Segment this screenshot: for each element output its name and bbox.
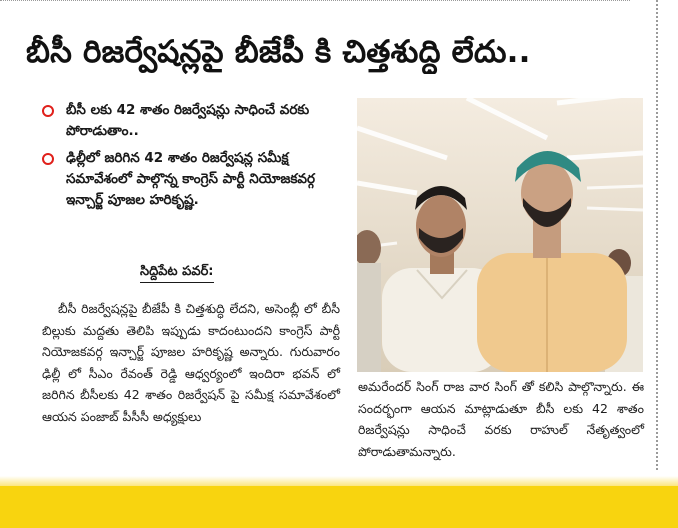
- highlights-list: [42, 100, 342, 217]
- column-divider: [656, 0, 658, 470]
- photo-illustration: [357, 98, 643, 372]
- bullet-ring-icon: [42, 105, 54, 117]
- article-body: [42, 298, 340, 427]
- highlight-text: ఢిల్లీలో జరిగిన 42 శాతం రిజర్వేషన్ల సమీక్ష సమావేశంలో పాల్గొన్న కాంగ్రెస్ పార్టీ నియోజకవర్గ ఇన్చార్జ్ పూజల హరికృష్ణ.: [66, 150, 315, 208]
- bullet-ring-icon: [42, 153, 54, 165]
- photo-caption: [358, 376, 644, 462]
- highlight-item: [42, 100, 342, 142]
- dateline: సిద్దిపేట పవర్:: [140, 263, 214, 283]
- caption-text: అమరేందర్ సింగ్ రాజ వార సింగ్ తో కలిసి పాల్గొన్నారు. ఈ సందర్భంగా ఆయన మాట్లాడుతూ బీసీ లకు 42 శాతం రిజర్వేషన్లు సాధించే వరకు రాహుల్ నేతృత్వంలో పోరాడుతామన్నారు.: [358, 379, 644, 459]
- headline: బీసీ రిజర్వేషన్లపై బీజేపీ కి చిత్తశుద్ధి లేదు..: [26, 34, 531, 70]
- news-photo: [357, 98, 643, 372]
- body-text: బీసీ రిజర్వేషన్లపై బీజేపీ కి చిత్తశుద్ధి లేదని, అసెంబ్లీ లో బీసీ బిల్లుకు మద్దతు తెలిపి ఇప్పుడు కాదంటుందని కాంగ్రెస్ పార్టీ నియోజకవర్గ ఇన్చార్జ్ పూజల హరికృష్ణ అన్నారు. గురువారం ఢిల్లీ లో సీఎం రేవంత్ రెడ్డి ఆధ్వర్యంలో ఇందిరా భవన్ లో జరిగిన బీసీలకు 42 శాతం రిజర్వేషన్ పై సమీక్ష సమావేశంలో ఆయన పంజాబ్ పీసీసీ అధ్యక్షులు: [42, 301, 340, 424]
- highlight-item: [42, 148, 342, 211]
- footer-band: [0, 486, 678, 528]
- top-rule: [0, 0, 630, 5]
- highlight-text: బీసీ లకు 42 శాతం రిజర్వేషన్లు సాధించే వరకు పోరాడుతాం..: [66, 102, 310, 139]
